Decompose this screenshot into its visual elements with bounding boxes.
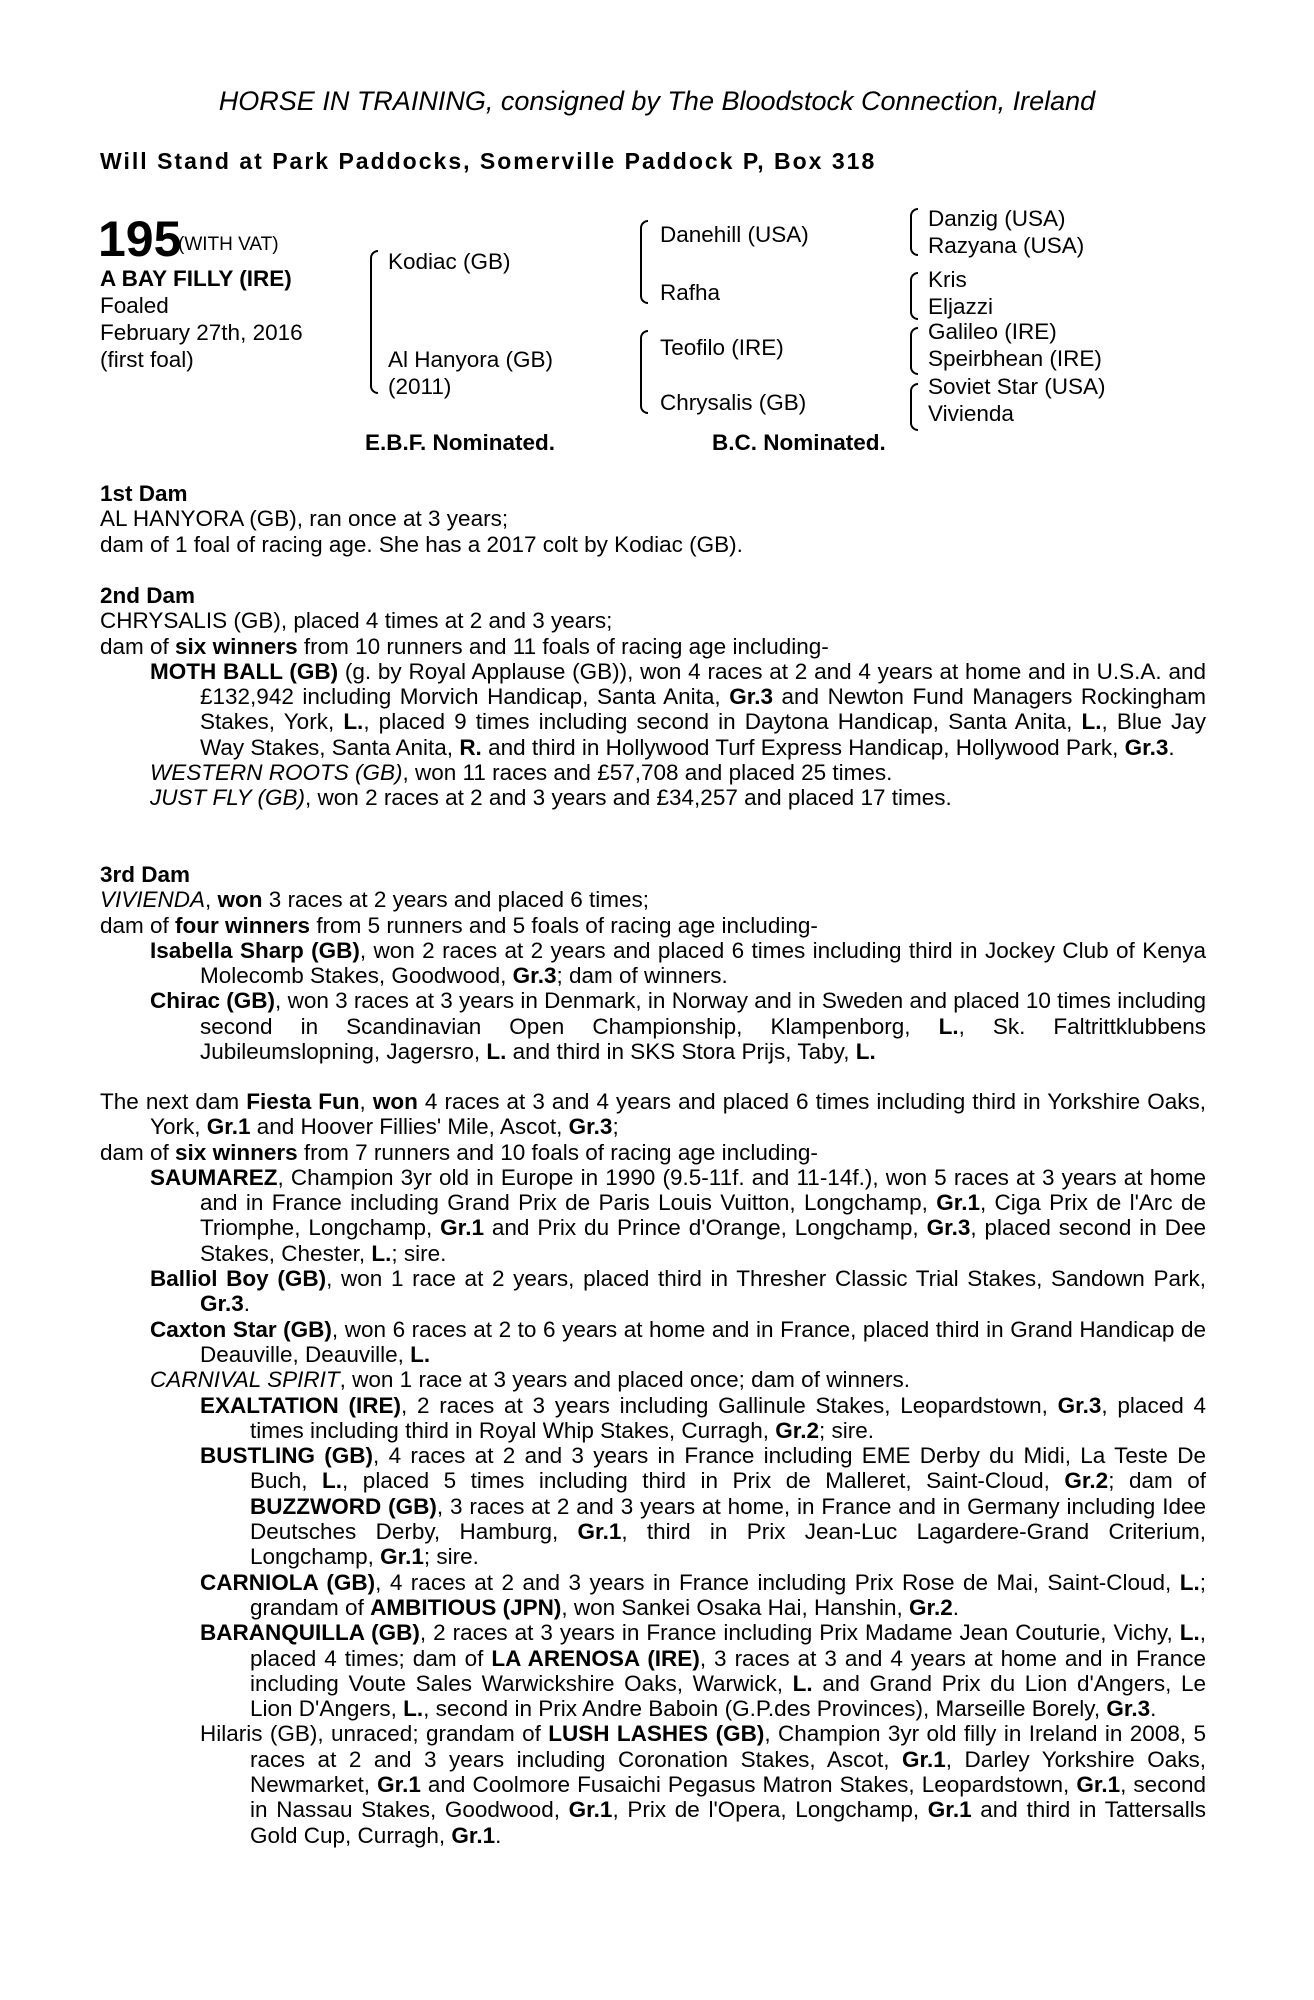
progeny-caxton-star: Caxton Star (GB), won 6 races at 2 to 6 years at home and in France, placed third in Grand Handicap de Deauville, Deauville, L. (150, 1316, 1206, 1367)
second-dam-section (100, 583, 1206, 811)
vat-label: (WITH VAT) (178, 234, 279, 255)
foaled-label: Foaled (100, 293, 169, 318)
dam-dam: Chrysalis (GB) (660, 390, 807, 415)
progeny-bustling: BUSTLING (GB), 4 races at 2 and 3 years in France including EME Derby du Midi, La Teste De Buch, L., placed 5 times including third in Prix de Malleret, Saint-Cloud, Gr.2; dam of BUZZWORD (GB), 3 races at 2 and 3 years at home, in France and in Germany including Idee Deutsches Derby, Hamburg, Gr.1, third in Prix Jean-Luc Lagardere-Grand Criterium, Longchamp, Gr.1; sire. (200, 1443, 1206, 1570)
g3-brace-1 (910, 208, 918, 256)
stand-location: Will Stand at Park Paddocks, Somerville Paddock P, Box 318 (100, 148, 877, 174)
lot-number: 195 (98, 211, 182, 267)
g3-4: Eljazzi (928, 294, 994, 319)
progeny-just-fly: JUST FLY (GB), won 2 races at 2 and 3 years and £34,257 and placed 17 times. (150, 785, 952, 811)
g3-6: Speirbhean (IRE) (928, 346, 1102, 371)
g3-3: Kris (928, 267, 967, 292)
dam-sire: Teofilo (IRE) (660, 335, 784, 360)
third-dam-line: VIVIENDA, won 3 races at 2 years and placed 6 times; (100, 887, 650, 913)
ebf-nominated: E.B.F. Nominated. (365, 430, 556, 455)
dam-year: (2011) (388, 374, 452, 399)
second-dam-produce: dam of six winners from 10 runners and 11 foals of racing age including- (100, 633, 829, 659)
sire: Kodiac (GB) (388, 249, 511, 274)
progeny-balliol-boy: Balliol Boy (GB), won 1 race at 2 years, placed third in Thresher Classic Trial Stakes, Sandown Park, Gr.3. (150, 1266, 1206, 1317)
dam: Al Hanyora (GB) (388, 347, 554, 372)
progeny-moth-ball: MOTH BALL (GB) (g. by Royal Applause (GB)), won 4 races at 2 and 4 years at home and in U.S.A. and £132,942 including Morvich Handicap, Santa Anita, Gr.3 and Newton Fund Managers Rockingham Stakes, York, L., placed 9 times including second in Daytona Handicap, Santa Anita, L., Blue Jay Way Stakes, Santa Anita, R. and third in Hollywood Turf Express Handicap, Hollywood Park, Gr.3. (150, 658, 1206, 760)
progeny-carnival-spirit: CARNIVAL SPIRIT, won 1 race at 3 years and placed once; dam of winners. (150, 1367, 910, 1393)
progeny-baranquilla: BARANQUILLA (GB), 2 races at 3 years in France including Prix Madame Jean Couturie, Vichy, L., placed 4 times; dam of LA ARENOSA (IRE), 3 races at 3 and 4 years at home and in France including Voute Sales Warwickshire Oaks, Warwick, L. and Grand Prix du Lion d'Angers, Le Lion D'Angers, L., second in Prix Andre Baboin (G.P.des Provinces), Marseille Borely, Gr.3. (200, 1620, 1206, 1722)
g3-brace-2 (910, 272, 918, 320)
next-dam-section (100, 1089, 1206, 1848)
first-dam-section (100, 481, 1206, 557)
dam-line-brace (640, 330, 648, 414)
sire-sire: Danehill (USA) (660, 222, 809, 247)
bc-nominated: B.C. Nominated. (712, 430, 886, 455)
third-dam-produce: dam of four winners from 5 runners and 5 foals of racing age including- (100, 912, 818, 938)
third-dam-heading: 3rd Dam (100, 862, 191, 887)
third-dam-section (100, 862, 1206, 1064)
first-dam-line: AL HANYORA (GB), ran once at 3 years; (100, 506, 509, 532)
sire-dam-brace (370, 250, 378, 394)
g3-brace-3 (910, 327, 918, 375)
next-dam-line: The next dam Fiesta Fun, won 4 races at 3 and 4 years and placed 6 times including third in Yorkshire Oaks, York, Gr.1 and Hoover Fillies' Mile, Ascot, Gr.3; (100, 1089, 1207, 1140)
next-dam-produce: dam of six winners from 7 runners and 10 foals of racing age including- (100, 1139, 818, 1165)
sire-dam: Rafha (660, 280, 721, 305)
first-dam-heading: 1st Dam (100, 481, 188, 506)
g3-7: Soviet Star (USA) (928, 374, 1106, 399)
progeny-isabella-sharp: Isabella Sharp (GB), won 2 races at 2 years and placed 6 times including third in Jockey Club of Kenya Molecomb Stakes, Goodwood, Gr.3; dam of winners. (150, 937, 1206, 989)
progeny-exaltation: EXALTATION (IRE), 2 races at 3 years including Gallinule Stakes, Leopardstown, Gr.3, placed 4 times including third in Royal Whip Stakes, Curragh, Gr.2; sire. (200, 1392, 1206, 1443)
g3-5: Galileo (IRE) (928, 319, 1057, 344)
g3-brace-4 (910, 383, 918, 431)
progeny-saumarez: SAUMAREZ, Champion 3yr old in Europe in 1990 (9.5-11f. and 11-14f.), won 5 races at 3 years at home and in France including Grand Prix de Paris Louis Vuitton, Longchamp, Gr.1, Ciga Prix de l'Arc de Triomphe, Longchamp, Gr.1 and Prix du Prince d'Orange, Longchamp, Gr.3, placed second in Dee Stakes, Chester, L.; sire. (150, 1164, 1206, 1266)
horse-description: A BAY FILLY (IRE) (100, 266, 292, 291)
second-dam-line: CHRYSALIS (GB), placed 4 times at 2 and 3 years; (100, 608, 613, 634)
progeny-western-roots: WESTERN ROOTS (GB), won 11 races and £57,708 and placed 25 times. (150, 760, 893, 786)
g3-2: Razyana (USA) (928, 233, 1085, 258)
progeny-chirac: Chirac (GB), won 3 races at 3 years in Denmark, in Norway and in Sweden and placed 10 times including second in Scandinavian Open Championship, Klampenborg, L., Sk. Faltrittklubbens Jubileumslopning, Jagersro, L. and third in SKS Stora Prijs, Taby, L. (150, 988, 1207, 1065)
second-dam-heading: 2nd Dam (100, 583, 196, 608)
foaled-date: February 27th, 2016 (100, 320, 303, 345)
progeny-carniola: CARNIOLA (GB), 4 races at 2 and 3 years in France including Prix Rose de Mai, Saint-Cloud, L.; grandam of AMBITIOUS (JPN), won Sankei Osaka Hai, Hanshin, Gr.2. (200, 1569, 1206, 1620)
progeny-hilaris: Hilaris (GB), unraced; grandam of LUSH LASHES (GB), Champion 3yr old filly in Ireland in 2008, 5 races at 2 and 3 years including Coronation Stakes, Ascot, Gr.1, Darley Yorkshire Oaks, Newmarket, Gr.1 and Coolmore Fusaichi Pegasus Matron Stakes, Leopardstown, Gr.1, second in Nassau Stakes, Goodwood, Gr.1, Prix de l'Opera, Longchamp, Gr.1 and third in Tattersalls Gold Cup, Curragh, Gr.1. (200, 1721, 1206, 1848)
first-dam-produce: dam of 1 foal of racing age. She has a 2017 colt by Kodiac (GB). (100, 531, 743, 557)
g3-8: Vivienda (928, 401, 1014, 426)
catalogue-header: HORSE IN TRAINING, consigned by The Bloodstock Connection, Ireland (218, 86, 1096, 116)
foal-note: (first foal) (100, 347, 194, 372)
g3-1: Danzig (USA) (928, 206, 1066, 231)
sire-line-brace (640, 220, 648, 304)
